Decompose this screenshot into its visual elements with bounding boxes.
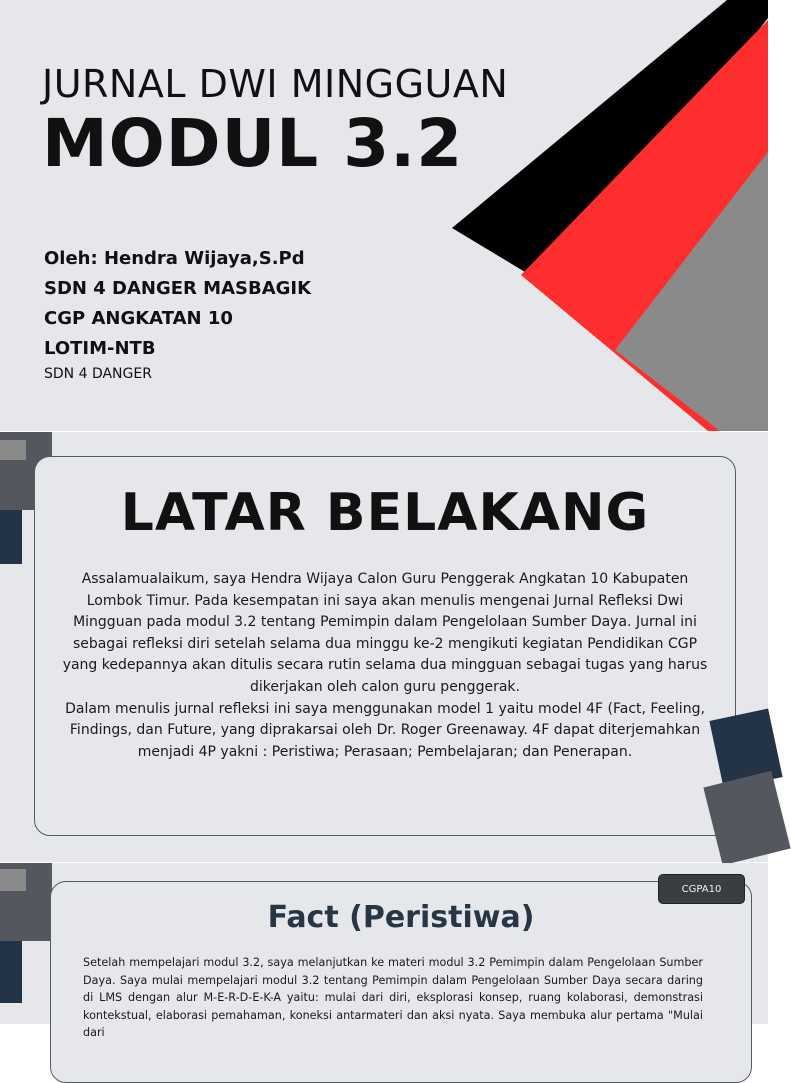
fact-card — [50, 881, 752, 1083]
fact-title: Fact (Peristiwa) — [267, 900, 535, 935]
latar-belakang-card — [34, 456, 736, 836]
latar-belakang-page — [0, 432, 768, 862]
cover-subtitle: JURNAL DWI MINGGUAN — [42, 62, 509, 106]
latar-belakang-title: LATAR BELAKANG — [120, 483, 650, 543]
author-line: Oleh: Hendra Wijaya,S.Pd — [44, 248, 305, 269]
gray-square-decoration — [703, 771, 790, 866]
latar-belakang-text — [59, 569, 711, 763]
cover-page — [0, 0, 768, 431]
school-line: SDN 4 DANGER MASBAGIK — [44, 278, 312, 299]
region-line: LOTIM-NTB — [44, 338, 156, 359]
latar-paragraph-1: Assalamualaikum, saya Hendra Wijaya Calon Guru Penggerak Angkatan 10 Kabupaten Lombok Timur. Pada kesempatan ini saya akan menulis mengenai Jurnal Refleksi Dwi Mingguan pada modul 3.2 tentang Pemimpin dalam Pengelolaan Sumber Daya. Jurnal ini sebagai refleksi diri setelah selama dua minggu ke-2 mengikuti kegiatan Pendidikan CGP yang kedepannya akan ditulis secara rutin selama dua mingguan sebagai tugas yang harus dikerjakan oleh calon guru penggerak. — [62, 571, 708, 695]
school-small-line: SDN 4 DANGER — [44, 366, 152, 382]
cgpa10-badge: CGPA10 — [658, 874, 745, 904]
program-line: CGP ANGKATAN 10 — [44, 308, 233, 329]
cover-title: MODUL 3.2 — [42, 105, 464, 182]
fact-text: Setelah mempelajari modul 3.2, saya melanjutkan ke materi modul 3.2 Pemimpin dalam Pengelolaan Sumber Daya. Saya mulai mempelajari modul 3.2 tentang Pemimpin dalam Pengelolaan Sumber Daya secara daring di LMS dengan alur M-E-R-D-E-K-A yaitu: mulai dari diri, eksplorasi konsep, ruang kolaborasi, demonstrasi kontekstual, elaborasi pemahaman, koneksi antarmateri dan aksi nyata. Saya membuka alur pertama "Mulai dari — [83, 956, 703, 1039]
fact-page — [0, 863, 768, 1039]
latar-paragraph-2: Dalam menulis jurnal refleksi ini saya menggunakan model 1 yaitu model 4F (Fact, Feeling, Findings, dan Future, yang diprakarsai oleh Dr. Roger Greenaway. 4F dapat diterjemahkan menjadi 4P yakni : Peristiwa; Perasaan; Pembelajaran; dan Penerapan. — [65, 700, 705, 760]
light-square-decoration — [0, 440, 26, 460]
light-square-decoration — [0, 869, 26, 891]
